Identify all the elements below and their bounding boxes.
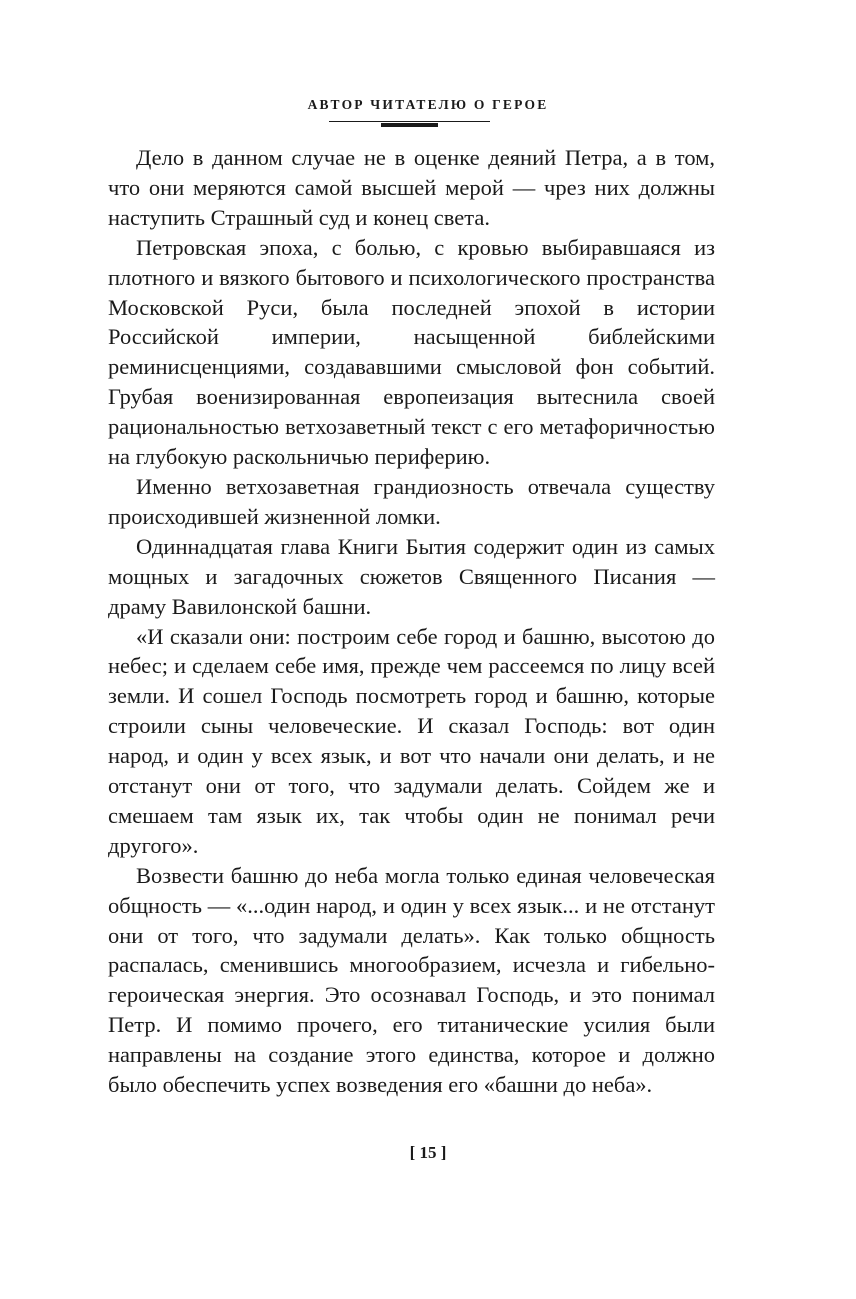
paragraph-4: Одиннадцатая глава Книги Бытия содержит один из самых мощных и загадочных сюжетов Священного Писания — драму Вавилонской башни. bbox=[108, 533, 715, 619]
paragraph-2: Петровская эпоха, с болью, с кровью выбиравшаяся из плотного и вязкого бытового и психологического пространства Московской Руси, была последней эпохой в истории Российской империи, насыщенной библейскими реминисценциями, создававшими смысловой фон событий. Грубая военизированная европеизация вытеснила своей рациональностью ветхозаветный текст с его метафоричностью на глубокую раскольничью периферию. bbox=[108, 234, 715, 470]
running-head-rule bbox=[329, 121, 490, 122]
paragraph-5-quote: «И сказали они: построим себе город и башню, высотою до небес; и сделаем себе имя, прежде чем рассеемся по лицу всей земли. И сошел Господь посмотреть город и башню, которые строили сыны человеческие. И сказал Господь: вот один народ, и один у всех язык, и вот что начали они делать, и не отстанут они от того, что задумали делать. Сойдем же и смешаем там язык их, так чтобы один не понимал речи другого». bbox=[108, 623, 715, 858]
body-text bbox=[108, 143, 715, 1100]
page-number: [ 15 ] bbox=[409, 1143, 447, 1162]
paragraph-1: Дело в данном случае не в оценке деяний Петра, а в том, что они меряются самой высшей мерой — чрез них должны наступить Страшный суд и конец света. bbox=[108, 145, 715, 230]
running-head-ornament-bar bbox=[381, 123, 438, 127]
running-head: АВТОР ЧИТАТЕЛЮ О ГЕРОЕ bbox=[307, 97, 549, 112]
paragraph-3: Именно ветхозаветная грандиозность отвечала существу происходившей жизненной ломки. bbox=[108, 473, 715, 529]
paragraph-6: Возвести башню до неба могла только единая человеческая общность — «...один народ, и один у всех язык... и не отстанут они от того, что задумали делать». Как только общность распалась, сменившись многообразием, исчезла и гибельно-героическая энергия. Это осознавал Господь, и это понимал Петр. И помимо прочего, его титанические усилия были направлены на создание этого единства, которое и должно было обеспечить успех возведения его «башни до неба». bbox=[108, 862, 715, 1098]
